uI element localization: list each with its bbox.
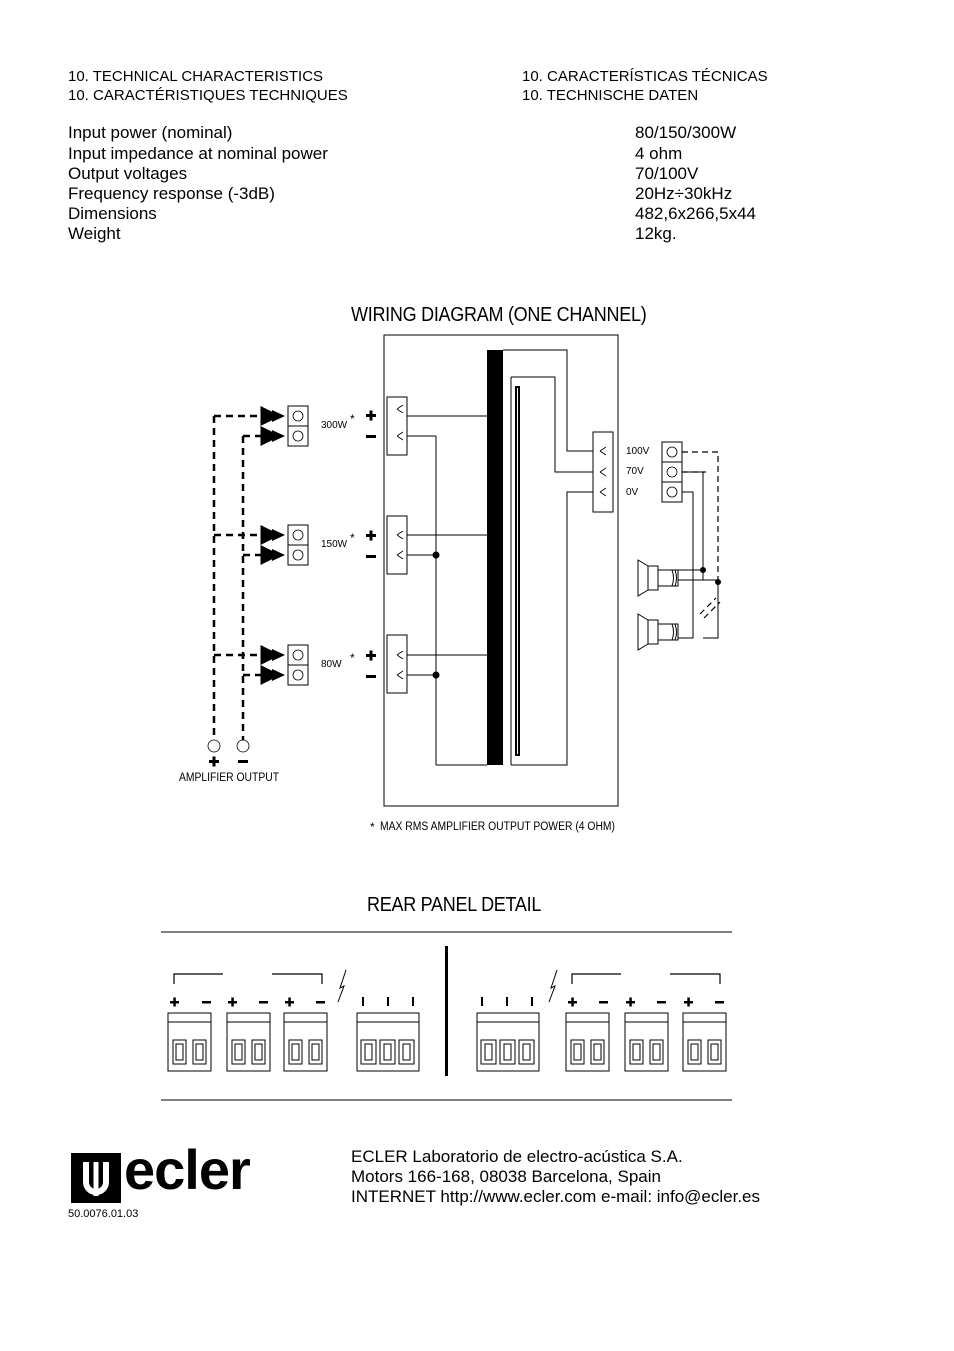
spec-value: 20Hz÷30kHz — [635, 184, 733, 203]
out-0v-label: 0V — [626, 487, 639, 498]
header-right-line1: 10. CARACTERÍSTICAS TÉCNICAS — [522, 68, 768, 85]
tap-80w-label: 80W — [321, 659, 342, 670]
spec-label: Frequency response (-3dB) — [68, 184, 275, 203]
amplifier-output-label: AMPLIFIER OUTPUT — [179, 772, 280, 784]
company-internet: INTERNET http://www.ecler.com e-mail: info@ecler.es — [351, 1187, 761, 1206]
document-code: 50.0076.01.03 — [68, 1208, 139, 1220]
spec-label: Input impedance at nominal power — [68, 144, 328, 163]
header-right-line2: 10. TECHNISCHE DATEN — [522, 87, 699, 104]
out-100v-label: 100V — [626, 446, 650, 457]
spec-label: Output voltages — [68, 164, 188, 183]
footnote-asterisk: * — [370, 820, 375, 834]
spec-label: Weight — [68, 224, 121, 243]
out-70v-label: 70V — [626, 466, 644, 477]
spec-label: Input power (nominal) — [68, 123, 233, 142]
header-left-line1: 10. TECHNICAL CHARACTERISTICS — [68, 68, 324, 85]
spec-value: 12kg. — [635, 224, 677, 243]
spec-label: Dimensions — [68, 204, 157, 223]
wiring-diagram-title: WIRING DIAGRAM (ONE CHANNEL) — [351, 304, 647, 326]
asterisk-mark: * — [350, 531, 355, 545]
header-left-line2: 10. CARACTÉRISTIQUES TECHNIQUES — [68, 87, 348, 104]
company-name: ECLER Laboratorio de electro-acústica S.A. — [351, 1147, 683, 1166]
logo-wordmark: ecler — [124, 1138, 250, 1201]
spec-value: 4 ohm — [635, 144, 683, 163]
tap-300w-label: 300W — [321, 420, 348, 431]
tap-150w-label: 150W — [321, 539, 348, 550]
asterisk-mark: * — [350, 651, 355, 665]
spec-value: 482,6x266,5x44 — [635, 204, 756, 223]
rear-panel-title: REAR PANEL DETAIL — [367, 894, 542, 916]
spec-value: 70/100V — [635, 164, 699, 183]
company-address: Motors 166-168, 08038 Barcelona, Spain — [351, 1167, 661, 1186]
spec-value: 80/150/300W — [635, 123, 737, 142]
asterisk-mark: * — [350, 412, 355, 426]
wiring-footnote: MAX RMS AMPLIFIER OUTPUT POWER (4 OHM) — [380, 821, 616, 833]
